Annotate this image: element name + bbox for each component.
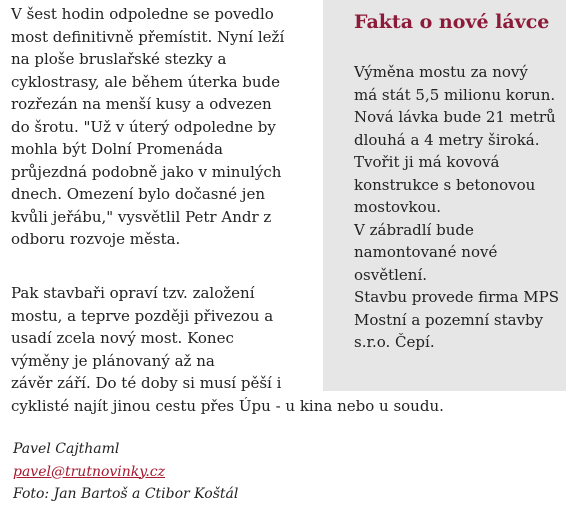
article-line: V šest hodin odpoledne se povedlo [11, 5, 274, 23]
article-line: Pak stavbaři opraví tzv. založení [11, 284, 255, 302]
facts-line: má stát 5,5 milionu korun. [354, 85, 556, 104]
facts-line: Výměna mostu za nový [354, 63, 528, 81]
article-line: rozřezán na menší kusy a odvezen [11, 95, 272, 113]
article-line: odboru rozvoje města. [11, 230, 181, 248]
facts-line: Mostní a pozemní stavby [354, 310, 544, 329]
article-line: do šrotu. "Už v úterý odpoledne by [11, 117, 276, 136]
photo-credit: Foto: Jan Bartoš a Ctibor Koštál [13, 486, 239, 502]
facts-box-title: Fakta o nové lávce [354, 11, 550, 33]
facts-line: namontované nové [354, 243, 498, 261]
article-line: závěr září. Do té doby si musí pěší i [11, 374, 282, 392]
byline [13, 438, 238, 506]
article-line: most definitivně přemístit. Nyní leží [11, 27, 285, 46]
facts-line: Stavbu provede firma MPS [354, 288, 559, 306]
article-line: průjezdná podobně jako v minulých [11, 162, 282, 181]
article-line: usadí zcela nový most. Konec [11, 329, 234, 347]
facts-line: V zábradlí bude [354, 220, 474, 239]
author-name: Pavel Cajthaml [13, 441, 120, 457]
author-email-link[interactable]: pavel@trutnovinky.cz [13, 463, 165, 480]
facts-line: osvětlení. [354, 265, 428, 284]
facts-line: s.r.o. Čepí. [354, 333, 435, 351]
article-line: mohla být Dolní Promenáda [11, 140, 223, 158]
article-line: mostu, a teprve později přivezou a [11, 306, 274, 325]
facts-line: dlouhá a 4 metry široká. [354, 130, 540, 149]
article-line: cyklostrasy, ale během úterka bude [11, 72, 281, 91]
article-line: cyklisté najít jinou cestu přes Úpu - u kina nebo u soudu. [11, 396, 444, 415]
facts-line: Tvořit ji má kovová [354, 153, 500, 171]
article-line: na ploše bruslařské stezky a [11, 50, 227, 68]
article-paragraph-1 [11, 3, 284, 251]
facts-line: Nová lávka bude 21 metrů [354, 108, 556, 126]
article-line: dnech. Omezení bylo dočasné jen [11, 185, 265, 203]
article-paragraph-2 [11, 282, 444, 417]
facts-line: konstrukce s betonovou [354, 175, 536, 194]
article-line: kvůli jeřábu," vysvětlil Petr Andr z [11, 207, 272, 226]
article-line: výměny je plánovaný až na [11, 351, 215, 370]
facts-line: mostovkou. [354, 198, 442, 216]
